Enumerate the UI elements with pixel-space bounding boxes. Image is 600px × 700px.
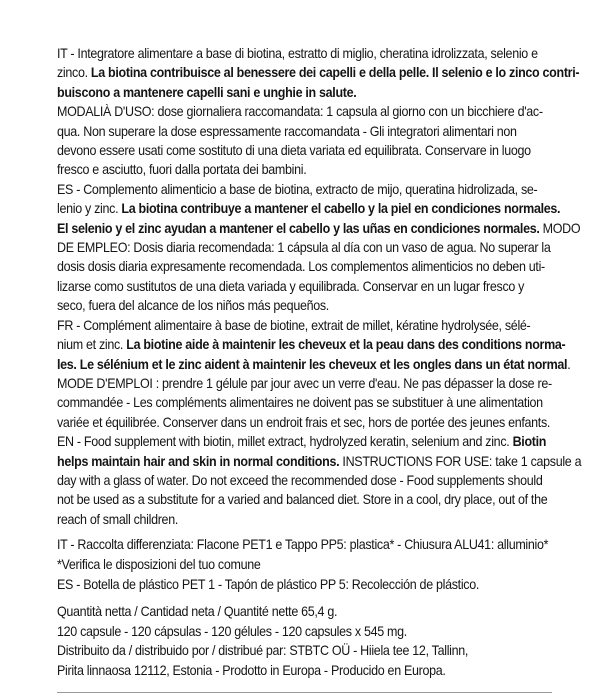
es-line-7: seco, fuera del alcance de los niños más pequeños.: [57, 297, 329, 314]
french-section: [57, 316, 571, 432]
fr-line-2: nium et zinc. La biotine aide à maintenir les cheveux et la peau dans des conditions norma-: [57, 336, 566, 353]
english-section: [57, 432, 582, 529]
it-line-1: IT - Integratore alimentare a base di biotina, estratto di miglio, cheratina idrolizzata, selenio e: [57, 45, 538, 61]
en-line-3: day with a glass of water. Do not exceed the recommended dose - Food supplements should: [57, 471, 543, 488]
quantity-section: [57, 602, 557, 680]
spanish-section: [57, 180, 581, 316]
capsule-count: 120 capsule - 120 cápsulas - 120 gélules - 120 capsules x 545 mg.: [57, 622, 407, 639]
it-line-2: zinco. La biotina contribuisce al benessere dei capelli e della pelle. Il selenio e lo zinco contri-: [57, 64, 580, 81]
recycling-section: [57, 535, 557, 594]
fr-line-5: commandée - Les compléments alimentaires ne doivent pas se substituer à une alimentation: [57, 394, 543, 411]
it-line-5: qua. Non superare la dose espressamente raccomandata - Gli integratori alimentari non: [57, 122, 517, 139]
es-line-4: DE EMPLEO: Dosis diaria recomendada: 1 cápsula al día con un vaso de agua. No superar la: [57, 239, 551, 256]
es-line-1: ES - Complemento alimenticio a base de biotina, extracto de mijo, queratina hidrolizada, se-: [57, 180, 538, 197]
it-line-3: buiscono a mantenere capelli sani e unghie in salute.: [57, 83, 357, 100]
it-bold-claim: La biotina contribuisce al benessere dei capelli e della pelle. Il selenio e lo zinco contri-: [90, 64, 580, 81]
it-line-7: fresco e asciutto, fuori dalla portata dei bambini.: [57, 161, 307, 178]
es-line-6: lizarse como sustitutos de una dieta variada y equilibrada. Conservar en un lugar fresco y: [57, 277, 525, 294]
italian-section: [57, 44, 580, 180]
fr-line-1: FR - Complément alimentaire à base de biotine, extrait de millet, kératine hydrolysée, sélé-: [57, 316, 531, 333]
es-line-2: lenio y zinc. La biotina contribuye a mantener el cabello y la piel en condiciones normales.: [57, 200, 561, 217]
fr-line-4: MODE D'EMPLOI : prendre 1 gélule par jour avec un verre d'eau. Ne pas dépasser la dose re-: [57, 374, 552, 391]
en-line-2: helps maintain hair and skin in normal conditions. INSTRUCTIONS FOR USE: take 1 capsule a: [57, 452, 582, 469]
fr-bold-claim: La biotine aide à maintenir les cheveux et la peau dans des conditions norma-: [126, 336, 566, 353]
distributor-line-1: Distribuito da / distribuido por / distribué par: STBTC OÜ - Hiiela tee 12, Tallinn,: [57, 642, 469, 659]
en-line-4: not be used as a substitute for a varied and balanced diet. Store in a cool, dry place, out of the: [57, 491, 548, 508]
en-bold-claim: helps maintain hair and skin in normal conditions.: [57, 452, 340, 469]
es-line-5: dosis dosis diaria expresamente recomendada. Los complementos alimenticios no deben uti-: [57, 258, 545, 275]
net-quantity: Quantità netta / Cantidad neta / Quantité nette 65,4 g.: [57, 603, 338, 620]
bottom-divider: [57, 692, 552, 693]
es-line-3: El selenio y el zinc ayudan a mantener el cabello y las uñas en condiciones normales. MODO: [57, 219, 581, 236]
it-line-6: devono essere usati come sostituto di una dieta variata ed equilibrata. Conservare in luogo: [57, 142, 531, 159]
recycling-it-line: IT - Raccolta differenziata: Flacone PET1 e Tappo PP5: plastica* - Chiusura ALU41: alluminio*: [57, 536, 549, 553]
recycling-es-line: ES - Botella de plástico PET 1 - Tapón de plástico PP 5: Recolección de plástico.: [57, 575, 480, 592]
es-bold-claim: La biotina contribuye a mantener el cabello y la piel en condiciones normales.: [121, 200, 561, 217]
en-bold-biotin: Biotin: [512, 433, 547, 450]
en-line-5: reach of small children.: [57, 510, 178, 527]
en-line-1: EN - Food supplement with biotin, millet extract, hydrolyzed keratin, selenium and zinc. Biotin: [57, 433, 547, 450]
distributor-line-2: Pirita linnaosa 12112, Estonia - Prodotto in Europa - Producido en Europa.: [57, 661, 446, 678]
it-line-4: MODALIÀ D'USO: dose giornaliera raccomandata: 1 capsula al giorno con un bicchiere d'ac-: [57, 103, 543, 120]
fr-line-6: variée et équilibrée. Conserver dans un endroit frais et sec, hors de portée des jeunes enfants.: [57, 413, 551, 430]
label-text: [57, 44, 582, 680]
recycling-it-note: *Verifica le disposizioni del tuo comune: [57, 555, 261, 572]
fr-line-3: les. Le sélénium et le zinc aident à maintenir les cheveux et les ongles dans un état normal.: [57, 355, 571, 372]
